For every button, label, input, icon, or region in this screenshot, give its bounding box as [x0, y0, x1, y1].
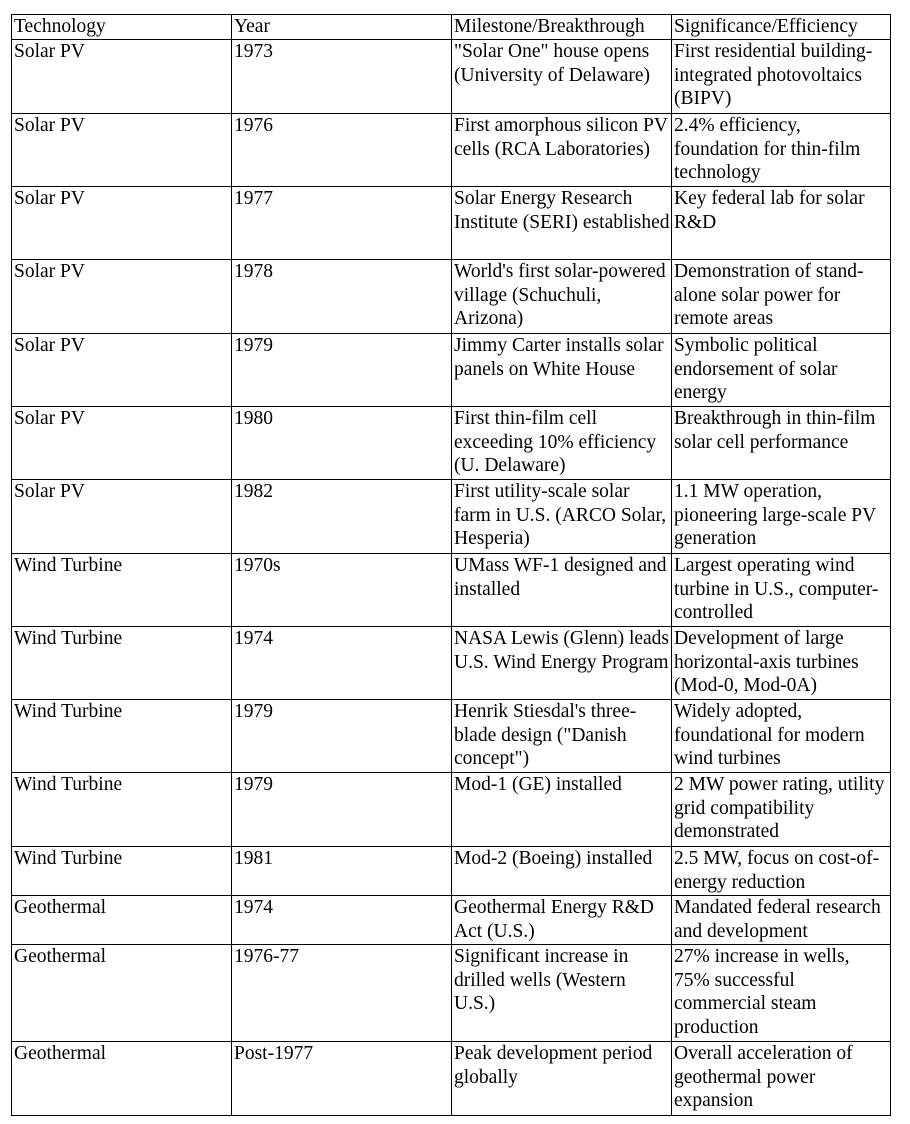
table-row: [12, 847, 891, 896]
table-row: [12, 407, 891, 480]
cell-technology: Solar PV: [12, 40, 232, 114]
cell-milestone: Mod-1 (GE) installed: [452, 773, 672, 847]
cell-year: Post-1977: [232, 1042, 452, 1116]
cell-technology: Solar PV: [12, 260, 232, 334]
cell-year: 1979: [232, 700, 452, 773]
cell-milestone: UMass WF-1 designed and installed: [452, 554, 672, 627]
table-row: [12, 627, 891, 700]
header-significance: Significance/Efficiency: [672, 15, 891, 40]
table-row: [12, 480, 891, 554]
header-technology: Technology: [12, 15, 232, 40]
cell-milestone: Mod-2 (Boeing) installed: [452, 847, 672, 896]
cell-technology: Geothermal: [12, 945, 232, 1042]
table-row: [12, 260, 891, 334]
cell-year: 1973: [232, 40, 452, 114]
cell-significance: Breakthrough in thin-film solar cell performance: [672, 407, 891, 480]
cell-technology: Solar PV: [12, 407, 232, 480]
table-row: [12, 896, 891, 945]
cell-milestone: "Solar One" house opens (University of Delaware): [452, 40, 672, 114]
cell-significance: 2 MW power rating, utility grid compatibility demonstrated: [672, 773, 891, 847]
cell-year: 1977: [232, 187, 452, 260]
cell-year: 1974: [232, 896, 452, 945]
table-row: [12, 187, 891, 260]
cell-technology: Solar PV: [12, 187, 232, 260]
cell-year: 1982: [232, 480, 452, 554]
cell-year: 1978: [232, 260, 452, 334]
cell-technology: Solar PV: [12, 114, 232, 187]
cell-milestone: Jimmy Carter installs solar panels on White House: [452, 334, 672, 407]
cell-technology: Wind Turbine: [12, 554, 232, 627]
cell-significance: Widely adopted, foundational for modern wind turbines: [672, 700, 891, 773]
cell-year: 1981: [232, 847, 452, 896]
cell-year: 1976-77: [232, 945, 452, 1042]
cell-technology: Wind Turbine: [12, 700, 232, 773]
energy-milestones-table: [11, 14, 891, 1116]
header-year: Year: [232, 15, 452, 40]
cell-significance: 27% increase in wells, 75% successful commercial steam production: [672, 945, 891, 1042]
cell-milestone: NASA Lewis (Glenn) leads U.S. Wind Energy Program: [452, 627, 672, 700]
cell-significance: 1.1 MW operation, pioneering large-scale PV generation: [672, 480, 891, 554]
cell-significance: 2.4% efficiency, foundation for thin-film technology: [672, 114, 891, 187]
cell-significance: Mandated federal research and development: [672, 896, 891, 945]
cell-significance: Largest operating wind turbine in U.S., computer-controlled: [672, 554, 891, 627]
cell-year: 1974: [232, 627, 452, 700]
cell-milestone: Solar Energy Research Institute (SERI) established: [452, 187, 672, 260]
cell-milestone: First utility-scale solar farm in U.S. (ARCO Solar, Hesperia): [452, 480, 672, 554]
cell-significance: First residential building-integrated photovoltaics (BIPV): [672, 40, 891, 114]
cell-milestone: World's first solar-powered village (Schuchuli, Arizona): [452, 260, 672, 334]
cell-year: 1979: [232, 773, 452, 847]
cell-year: 1980: [232, 407, 452, 480]
table-header-row: [12, 15, 891, 40]
table-row: [12, 334, 891, 407]
cell-year: 1976: [232, 114, 452, 187]
cell-milestone: First amorphous silicon PV cells (RCA Laboratories): [452, 114, 672, 187]
cell-milestone: Significant increase in drilled wells (Western U.S.): [452, 945, 672, 1042]
header-milestone: Milestone/Breakthrough: [452, 15, 672, 40]
table-row: [12, 1042, 891, 1116]
cell-significance: Development of large horizontal-axis turbines (Mod-0, Mod-0A): [672, 627, 891, 700]
cell-milestone: Henrik Stiesdal's three-blade design ("Danish concept"): [452, 700, 672, 773]
cell-significance: Overall acceleration of geothermal power expansion: [672, 1042, 891, 1116]
cell-year: 1979: [232, 334, 452, 407]
cell-technology: Wind Turbine: [12, 627, 232, 700]
cell-technology: Solar PV: [12, 334, 232, 407]
cell-milestone: Geothermal Energy R&D Act (U.S.): [452, 896, 672, 945]
table-row: [12, 945, 891, 1042]
cell-technology: Wind Turbine: [12, 847, 232, 896]
cell-significance: Symbolic political endorsement of solar energy: [672, 334, 891, 407]
cell-technology: Wind Turbine: [12, 773, 232, 847]
cell-milestone: First thin-film cell exceeding 10% efficiency (U. Delaware): [452, 407, 672, 480]
table-row: [12, 700, 891, 773]
cell-significance: Key federal lab for solar R&D: [672, 187, 891, 260]
table-row: [12, 114, 891, 187]
cell-technology: Geothermal: [12, 896, 232, 945]
cell-significance: Demonstration of stand-alone solar power for remote areas: [672, 260, 891, 334]
table-row: [12, 554, 891, 627]
table-row: [12, 773, 891, 847]
table-row: [12, 40, 891, 114]
cell-year: 1970s: [232, 554, 452, 627]
cell-technology: Solar PV: [12, 480, 232, 554]
cell-milestone: Peak development period globally: [452, 1042, 672, 1116]
cell-technology: Geothermal: [12, 1042, 232, 1116]
cell-significance: 2.5 MW, focus on cost-of-energy reduction: [672, 847, 891, 896]
